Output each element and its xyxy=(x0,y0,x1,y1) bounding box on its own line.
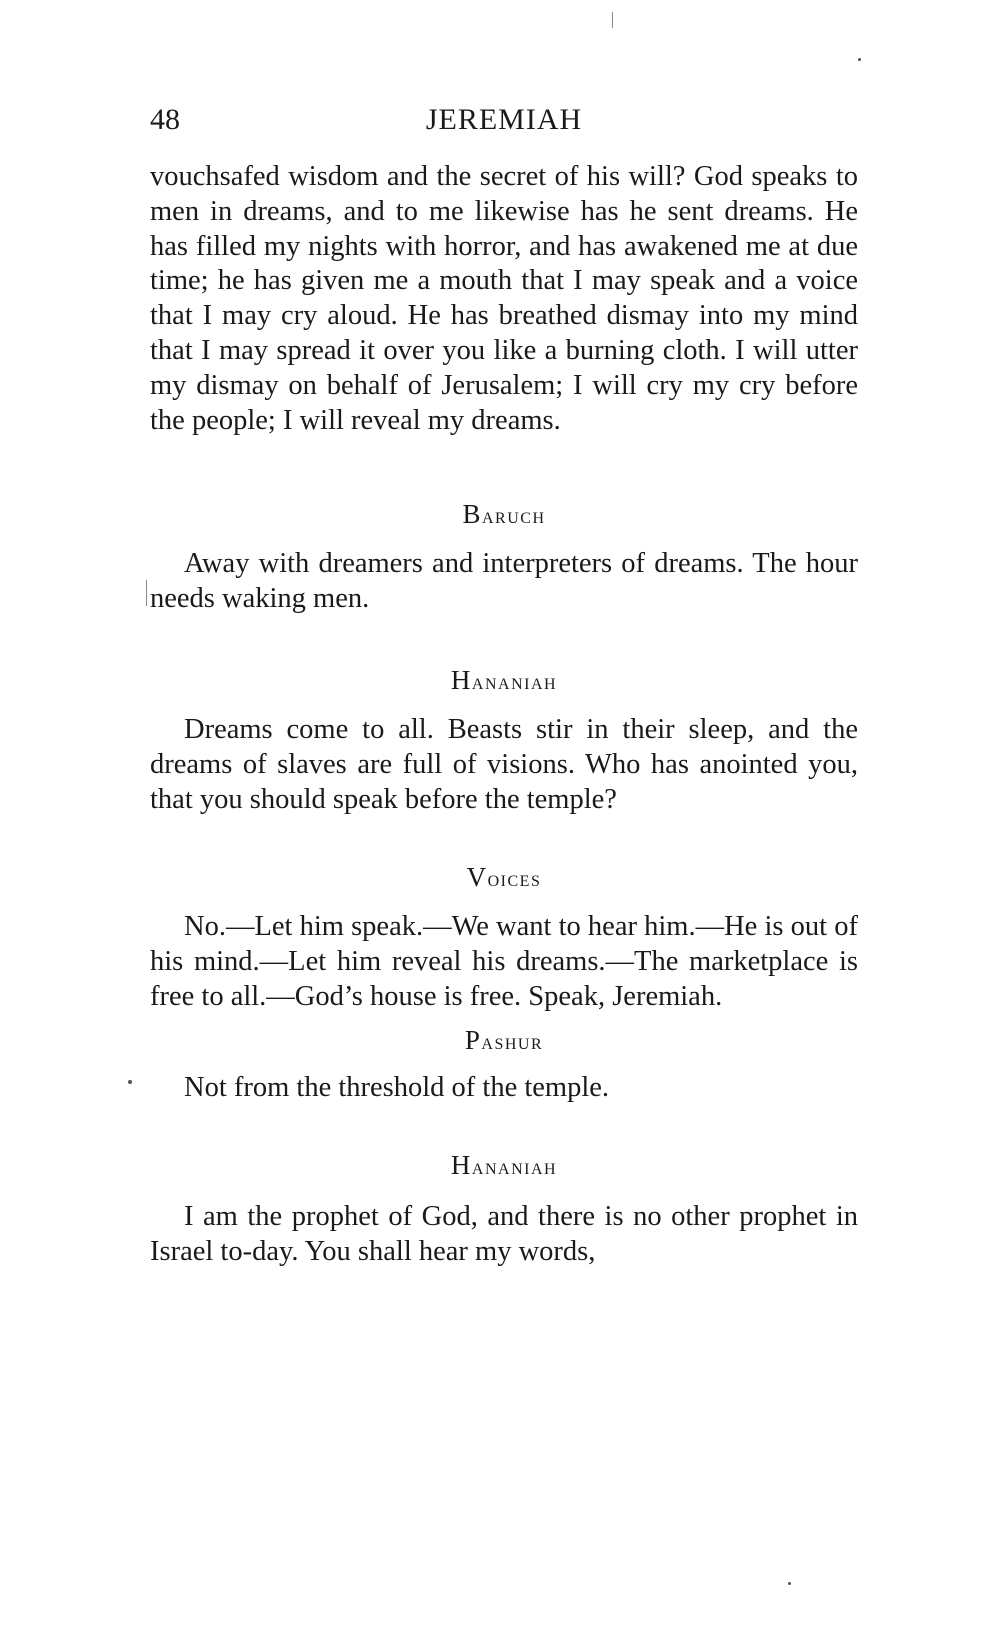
speaker-pashur: Pashur xyxy=(464,1025,544,1056)
paragraph-voices-line: No.—Let him speak.—We want to hear him.—He is out of his mind.—Let him reveal his dreams.—The marketplace is free to all.—God’s house is free. Speak, Jeremiah. xyxy=(150,911,858,1013)
speaker-hananiah-second: Hananiah xyxy=(450,1150,558,1181)
scan-speck xyxy=(788,1582,791,1585)
scan-margin-mark xyxy=(612,12,613,28)
scan-speck xyxy=(128,1080,132,1084)
page-content xyxy=(150,100,858,1269)
paragraph-pashur-line: Not from the threshold of the temple. xyxy=(184,1072,610,1104)
paragraph-baruch-line: Away with dreamers and interpreters of dreams. The hour needs waking men. xyxy=(150,548,858,615)
page-number: 48 xyxy=(150,103,180,136)
scan-margin-mark xyxy=(146,580,147,606)
running-head xyxy=(150,100,858,140)
paragraph-hananiah-second-line: I am the prophet of God, and there is no other prophet in Israel to-day. You shall hear my words, xyxy=(150,1201,858,1268)
paragraph-jeremiah-speech: vouchsafed wisdom and the secret of his will? God speaks to men in dreams, and to me likewise has he sent dreams. He has filled my nights with horror, and has awakened me at due time; he has given me a mouth that I may speak and a voice that I may cry aloud. He has breathed dismay into my mind that I may spread it over you like a burning cloth. I will utter my dismay on behalf of Jerusalem; I will cry my cry before the people; I will reveal my dreams. xyxy=(150,161,858,436)
running-title: JEREMIAH xyxy=(425,103,583,136)
speaker-hananiah: Hananiah xyxy=(450,665,558,696)
scan-speck xyxy=(858,58,861,61)
speaker-baruch: Baruch xyxy=(462,499,546,530)
speaker-voices: Voices xyxy=(466,862,542,893)
paragraph-hananiah-line: Dreams come to all. Beasts stir in their sleep, and the dreams of slaves are full of visions. Who has anointed you, that you should speak before the temple? xyxy=(150,714,858,816)
